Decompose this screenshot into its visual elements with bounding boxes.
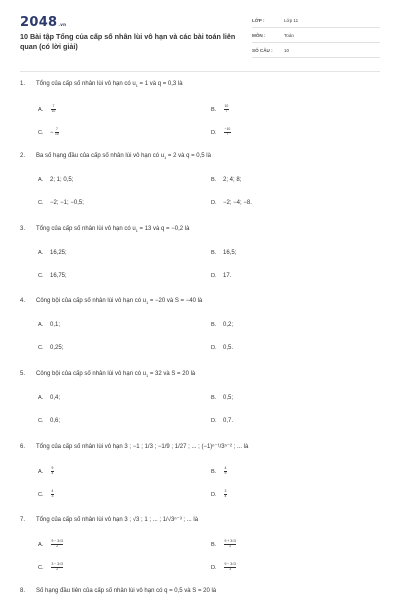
option-value: 0,25;	[50, 345, 64, 351]
answer-option[interactable]	[38, 490, 54, 498]
fraction-denominator: 4	[51, 470, 54, 475]
question-stem	[36, 153, 211, 159]
option-letter: A.	[38, 250, 44, 256]
answer-option[interactable]	[38, 250, 67, 256]
stem-part: 1/3 ; −1/9 ; 1/27 ; ... ; (−1)ⁿ⁻¹/3ⁿ⁻² ; ... là	[144, 444, 249, 450]
question-text	[20, 443, 248, 450]
question-text	[20, 226, 189, 233]
option-value	[50, 466, 54, 475]
stem-part: Công bội của cấp số nhân lùi vô hạn có u	[36, 371, 147, 377]
answer-option[interactable]	[211, 105, 229, 113]
answer-option[interactable]	[38, 395, 60, 401]
option-value	[50, 539, 63, 548]
meta-row-count	[252, 43, 380, 58]
question-text	[20, 153, 211, 160]
option-letter: C.	[38, 491, 44, 498]
option-letter: C.	[38, 564, 44, 571]
question-number: 1.	[20, 81, 26, 87]
option-fraction	[224, 563, 236, 571]
option-value	[223, 562, 236, 571]
option-fraction	[224, 490, 227, 498]
logo-text: 2048	[20, 15, 58, 30]
meta-value: Lớp 11	[284, 17, 299, 23]
option-letter: C.	[38, 200, 44, 206]
option-letter: D.	[211, 491, 217, 498]
answer-option[interactable]	[211, 322, 233, 328]
meta-row-subject	[252, 28, 380, 43]
question-stem	[36, 517, 198, 523]
meta-label: MÔN :	[252, 32, 266, 38]
option-fraction	[224, 128, 231, 136]
stem-part: Ba số hạng đầu của cấp số nhân lùi vô hạn có u	[36, 153, 165, 159]
question-number: 8.	[20, 588, 26, 594]
option-letter: A.	[38, 177, 44, 183]
answer-option[interactable]	[38, 563, 63, 571]
stem-part: Công bội của cấp số nhân lùi vô hạn có u	[36, 298, 147, 304]
fraction-denominator: 2	[56, 566, 59, 571]
answer-option[interactable]	[38, 177, 73, 183]
question-item	[0, 226, 400, 286]
fraction-numerator: 7	[55, 127, 58, 131]
fraction-numerator: 9 − 3√3	[51, 539, 63, 543]
option-letter: C.	[38, 418, 44, 424]
option-letter: B.	[211, 468, 217, 475]
answer-option[interactable]	[38, 128, 59, 136]
question-item	[0, 588, 400, 600]
option-value: 0,1;	[50, 322, 61, 328]
answer-option[interactable]	[38, 418, 60, 424]
stem-part: = −20 và S = −40 là	[148, 298, 203, 304]
fraction-numerator: −10	[224, 127, 231, 131]
question-number: 2.	[20, 153, 26, 159]
option-value	[223, 539, 236, 548]
option-value: 16,5;	[223, 250, 237, 256]
option-sign: −	[50, 129, 54, 136]
meta-label: LỚP :	[252, 17, 265, 23]
stem-subscript: 1	[164, 156, 167, 161]
answer-option[interactable]	[211, 200, 252, 206]
option-value	[50, 104, 56, 113]
question-stem	[36, 444, 248, 450]
meta-value: 10	[284, 47, 290, 53]
stem-part: = 32 và S = 20 là	[148, 371, 196, 377]
answer-option[interactable]	[211, 345, 233, 351]
answer-option[interactable]	[211, 418, 233, 424]
option-value	[223, 466, 227, 475]
option-letter: A.	[38, 468, 44, 475]
option-letter: C.	[38, 129, 44, 136]
header-divider	[20, 71, 380, 72]
option-letter: B.	[211, 541, 217, 548]
option-letter: D.	[211, 200, 217, 206]
answer-option[interactable]	[211, 467, 227, 475]
answer-option[interactable]	[211, 563, 236, 571]
option-fraction	[224, 467, 227, 475]
document-meta	[252, 13, 380, 58]
option-fraction	[51, 105, 56, 113]
option-value	[50, 127, 59, 136]
stem-part: Số hạng đầu tiên của cấp số nhân lùi vô hạn có q = 0,5 và S = 20 là	[36, 588, 217, 594]
option-letter: C.	[38, 273, 44, 279]
question-text	[20, 298, 202, 305]
option-value: −2; −1; −0,5;	[50, 200, 84, 206]
stem-subscript: 1	[146, 301, 149, 306]
stem-part: Tổng của cấp số nhân lùi vô hạn 3 ; −1 ;	[36, 444, 145, 450]
stem-part: 1/√3ⁿ⁻³ ; ... là	[162, 517, 199, 523]
meta-value: Toán	[284, 32, 294, 38]
fraction-numerator: 9 + 3√3	[224, 539, 236, 543]
question-item	[0, 298, 400, 358]
answer-option[interactable]	[211, 395, 233, 401]
option-value: 0,5.	[223, 345, 234, 351]
fraction-numerator: 4	[224, 466, 227, 470]
option-value: 16,75;	[50, 273, 67, 279]
question-text	[20, 516, 198, 523]
answer-option[interactable]	[211, 490, 227, 498]
question-stem	[36, 298, 202, 304]
option-value	[50, 489, 54, 498]
option-value	[223, 127, 231, 136]
option-letter: B.	[211, 250, 217, 256]
question-stem	[36, 226, 189, 232]
option-fraction	[224, 540, 236, 548]
stem-part: Tổng của cấp số nhân lùi vô hạn có u	[36, 226, 136, 232]
option-fraction	[51, 563, 63, 571]
question-item	[0, 443, 400, 503]
question-stem	[36, 81, 183, 87]
document-title: 10 Bài tập Tổng của cấp số nhân lùi vô hạn và các bài toán liên quan (có lời giải)	[20, 32, 236, 51]
option-letter: B.	[211, 395, 217, 401]
question-item	[0, 516, 400, 576]
option-value: 16,25;	[50, 250, 67, 256]
fraction-numerator: 4	[51, 489, 54, 493]
stem-subscript: 1	[135, 84, 138, 89]
answer-option[interactable]	[38, 345, 63, 351]
question-number: 4.	[20, 298, 26, 304]
question-stem	[36, 371, 195, 377]
option-value: 2; 1; 0,5;	[50, 177, 74, 183]
option-value	[223, 104, 229, 113]
option-value: 17.	[223, 273, 232, 279]
fraction-numerator: 3	[224, 489, 227, 493]
option-value: −2; −4; −8.	[223, 200, 252, 206]
question-number: 6.	[20, 444, 26, 450]
option-fraction	[224, 105, 229, 113]
option-value: 0,7.	[223, 418, 234, 424]
question-number: 5.	[20, 371, 26, 377]
option-letter: B.	[211, 106, 217, 113]
question-stem	[36, 588, 216, 594]
question-item	[0, 371, 400, 431]
option-value: 0,5;	[223, 395, 234, 401]
option-letter: D.	[211, 129, 217, 136]
option-fraction	[55, 128, 60, 136]
stem-part: = 1 và q = 0,3 là	[137, 81, 183, 87]
question-item	[0, 81, 400, 141]
page-header	[0, 0, 400, 68]
option-letter: A.	[38, 322, 44, 328]
answer-option[interactable]	[38, 105, 56, 113]
option-letter: D.	[211, 273, 217, 279]
option-fraction	[51, 490, 54, 498]
answer-option[interactable]	[38, 322, 60, 328]
fraction-numerator: 7	[52, 104, 55, 108]
option-letter: B.	[211, 177, 217, 183]
fraction-denominator: 10	[51, 108, 56, 113]
fraction-numerator: 9 − 3√3	[224, 562, 236, 566]
answer-option[interactable]	[38, 200, 84, 206]
answer-option[interactable]	[211, 273, 231, 279]
option-letter: D.	[211, 564, 217, 571]
logo-suffix: .vn	[58, 22, 67, 27]
option-value: 2; 4; 8;	[223, 177, 242, 183]
fraction-denominator: 10	[55, 131, 59, 136]
option-letter: D.	[211, 345, 217, 351]
option-value: 0,6;	[50, 418, 61, 424]
fraction-denominator: 3	[51, 493, 54, 498]
option-letter: B.	[211, 322, 217, 328]
answer-option[interactable]	[38, 540, 63, 548]
question-number: 7.	[20, 517, 26, 523]
option-letter: C.	[38, 345, 44, 351]
question-text	[20, 371, 195, 378]
fraction-denominator: 2	[229, 543, 232, 548]
stem-subscript: 1	[135, 229, 138, 234]
stem-part: = 13 và q = −0,2 là	[137, 226, 190, 232]
site-logo[interactable]	[20, 15, 66, 30]
fraction-denominator: 7	[226, 131, 229, 136]
option-value: 0,2;	[223, 322, 234, 328]
option-letter: D.	[211, 418, 217, 424]
answer-option[interactable]	[211, 250, 236, 256]
meta-label: SỐ CÂU :	[252, 47, 273, 53]
stem-part: = 2 và q = 0,5 là	[166, 153, 211, 159]
fraction-denominator: 9	[224, 470, 227, 475]
question-number: 3.	[20, 226, 26, 232]
option-value	[223, 489, 227, 498]
fraction-denominator: 7	[225, 108, 228, 113]
fraction-denominator: 2	[56, 543, 59, 548]
meta-row-grade	[252, 13, 380, 28]
stem-subscript: 1	[146, 374, 149, 379]
answer-option[interactable]	[211, 177, 241, 183]
option-value: 0,4;	[50, 395, 61, 401]
fraction-numerator: 9	[51, 466, 54, 470]
answer-option[interactable]	[38, 273, 67, 279]
option-letter: A.	[38, 541, 44, 548]
answer-option[interactable]	[211, 128, 231, 136]
fraction-denominator: 3	[229, 566, 232, 571]
option-value	[50, 562, 63, 571]
option-letter: A.	[38, 106, 44, 113]
answer-option[interactable]	[211, 540, 236, 548]
stem-part: Tổng của cấp số nhân lùi vô hạn có u	[36, 81, 136, 87]
fraction-denominator: 4	[224, 493, 227, 498]
question-item	[0, 153, 400, 213]
answer-option[interactable]	[38, 467, 54, 475]
stem-part: Tổng của cấp số nhân lùi vô hạn 3 ; √3 ; 1 ; ... ;	[36, 517, 163, 523]
fraction-numerator: 3 − 3√3	[51, 562, 63, 566]
question-text	[20, 588, 216, 594]
fraction-numerator: 10	[224, 104, 229, 108]
question-text	[20, 81, 183, 88]
option-fraction	[51, 540, 63, 548]
option-letter: A.	[38, 395, 44, 401]
option-fraction	[51, 467, 54, 475]
